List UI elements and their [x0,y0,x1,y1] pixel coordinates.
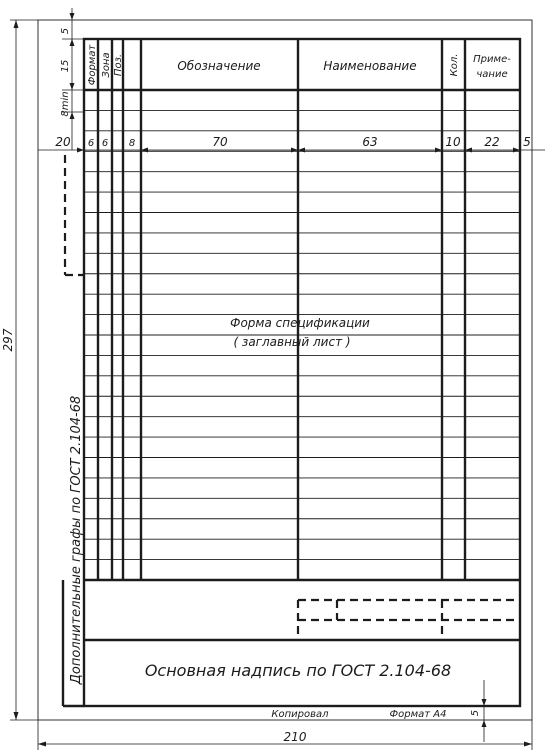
dim-name: 63 [362,135,378,149]
column-header-format: Формат [87,44,98,86]
footer-format: Формат А4 [389,709,447,720]
dim-quantity: 10 [445,135,461,149]
dim-designation: 70 [212,135,228,149]
title-block-dashed-graphs [298,600,520,640]
column-header-zone: Зона [101,52,112,78]
column-header-quantity: Кол. [449,53,460,77]
dim-header: 15 [60,59,71,73]
dim-height: 297 [1,328,15,352]
dim-right: 5 [523,135,531,149]
dim-position: 8 [128,138,136,149]
sheet-height-dimension [1,20,38,720]
dim-arrow [70,39,75,46]
left-dashed-leader [65,155,84,275]
column-width-dimensions [38,135,545,153]
dim-note: 22 [484,135,500,149]
dim-arrow [70,83,75,90]
dim-format: 6 [87,138,95,149]
title-block-label: Основная надпись по ГОСТ 2.104-68 [144,661,452,680]
dim-row: 8min [60,91,71,117]
column-header-position: Поз. [113,53,124,77]
bottom-margin-dimension [470,680,487,742]
column-header-name: Наименование [323,59,417,73]
column-header-designation: Обозначение [177,59,261,73]
dim-margin: 20 [55,135,71,149]
header-height-dimensions [60,8,84,150]
dim-bottom-margin: 5 [470,709,481,717]
column-lines [98,39,465,580]
dim-arrow [524,742,532,747]
dim-zone: 6 [101,138,109,149]
dim-width: 210 [283,730,307,744]
dim-arrow [38,742,46,747]
form-title-line2: ( заглавный лист ) [233,335,351,349]
form-title-line1: Форма спецификации [230,316,370,330]
dim-arrow [70,13,75,20]
dim-arrow [14,712,19,720]
column-header-note-line1: Приме- [473,54,511,65]
dim-top: 5 [60,27,71,35]
dim-arrow [482,720,487,727]
sheet-width-dimension [38,720,532,750]
dim-arrow [14,20,19,28]
footer-copied: Копировал [271,709,329,720]
column-header-note-line2: чание [476,69,508,80]
additional-graphs-label: Дополнительные графы по ГОСТ 2.104-68 [69,395,84,685]
